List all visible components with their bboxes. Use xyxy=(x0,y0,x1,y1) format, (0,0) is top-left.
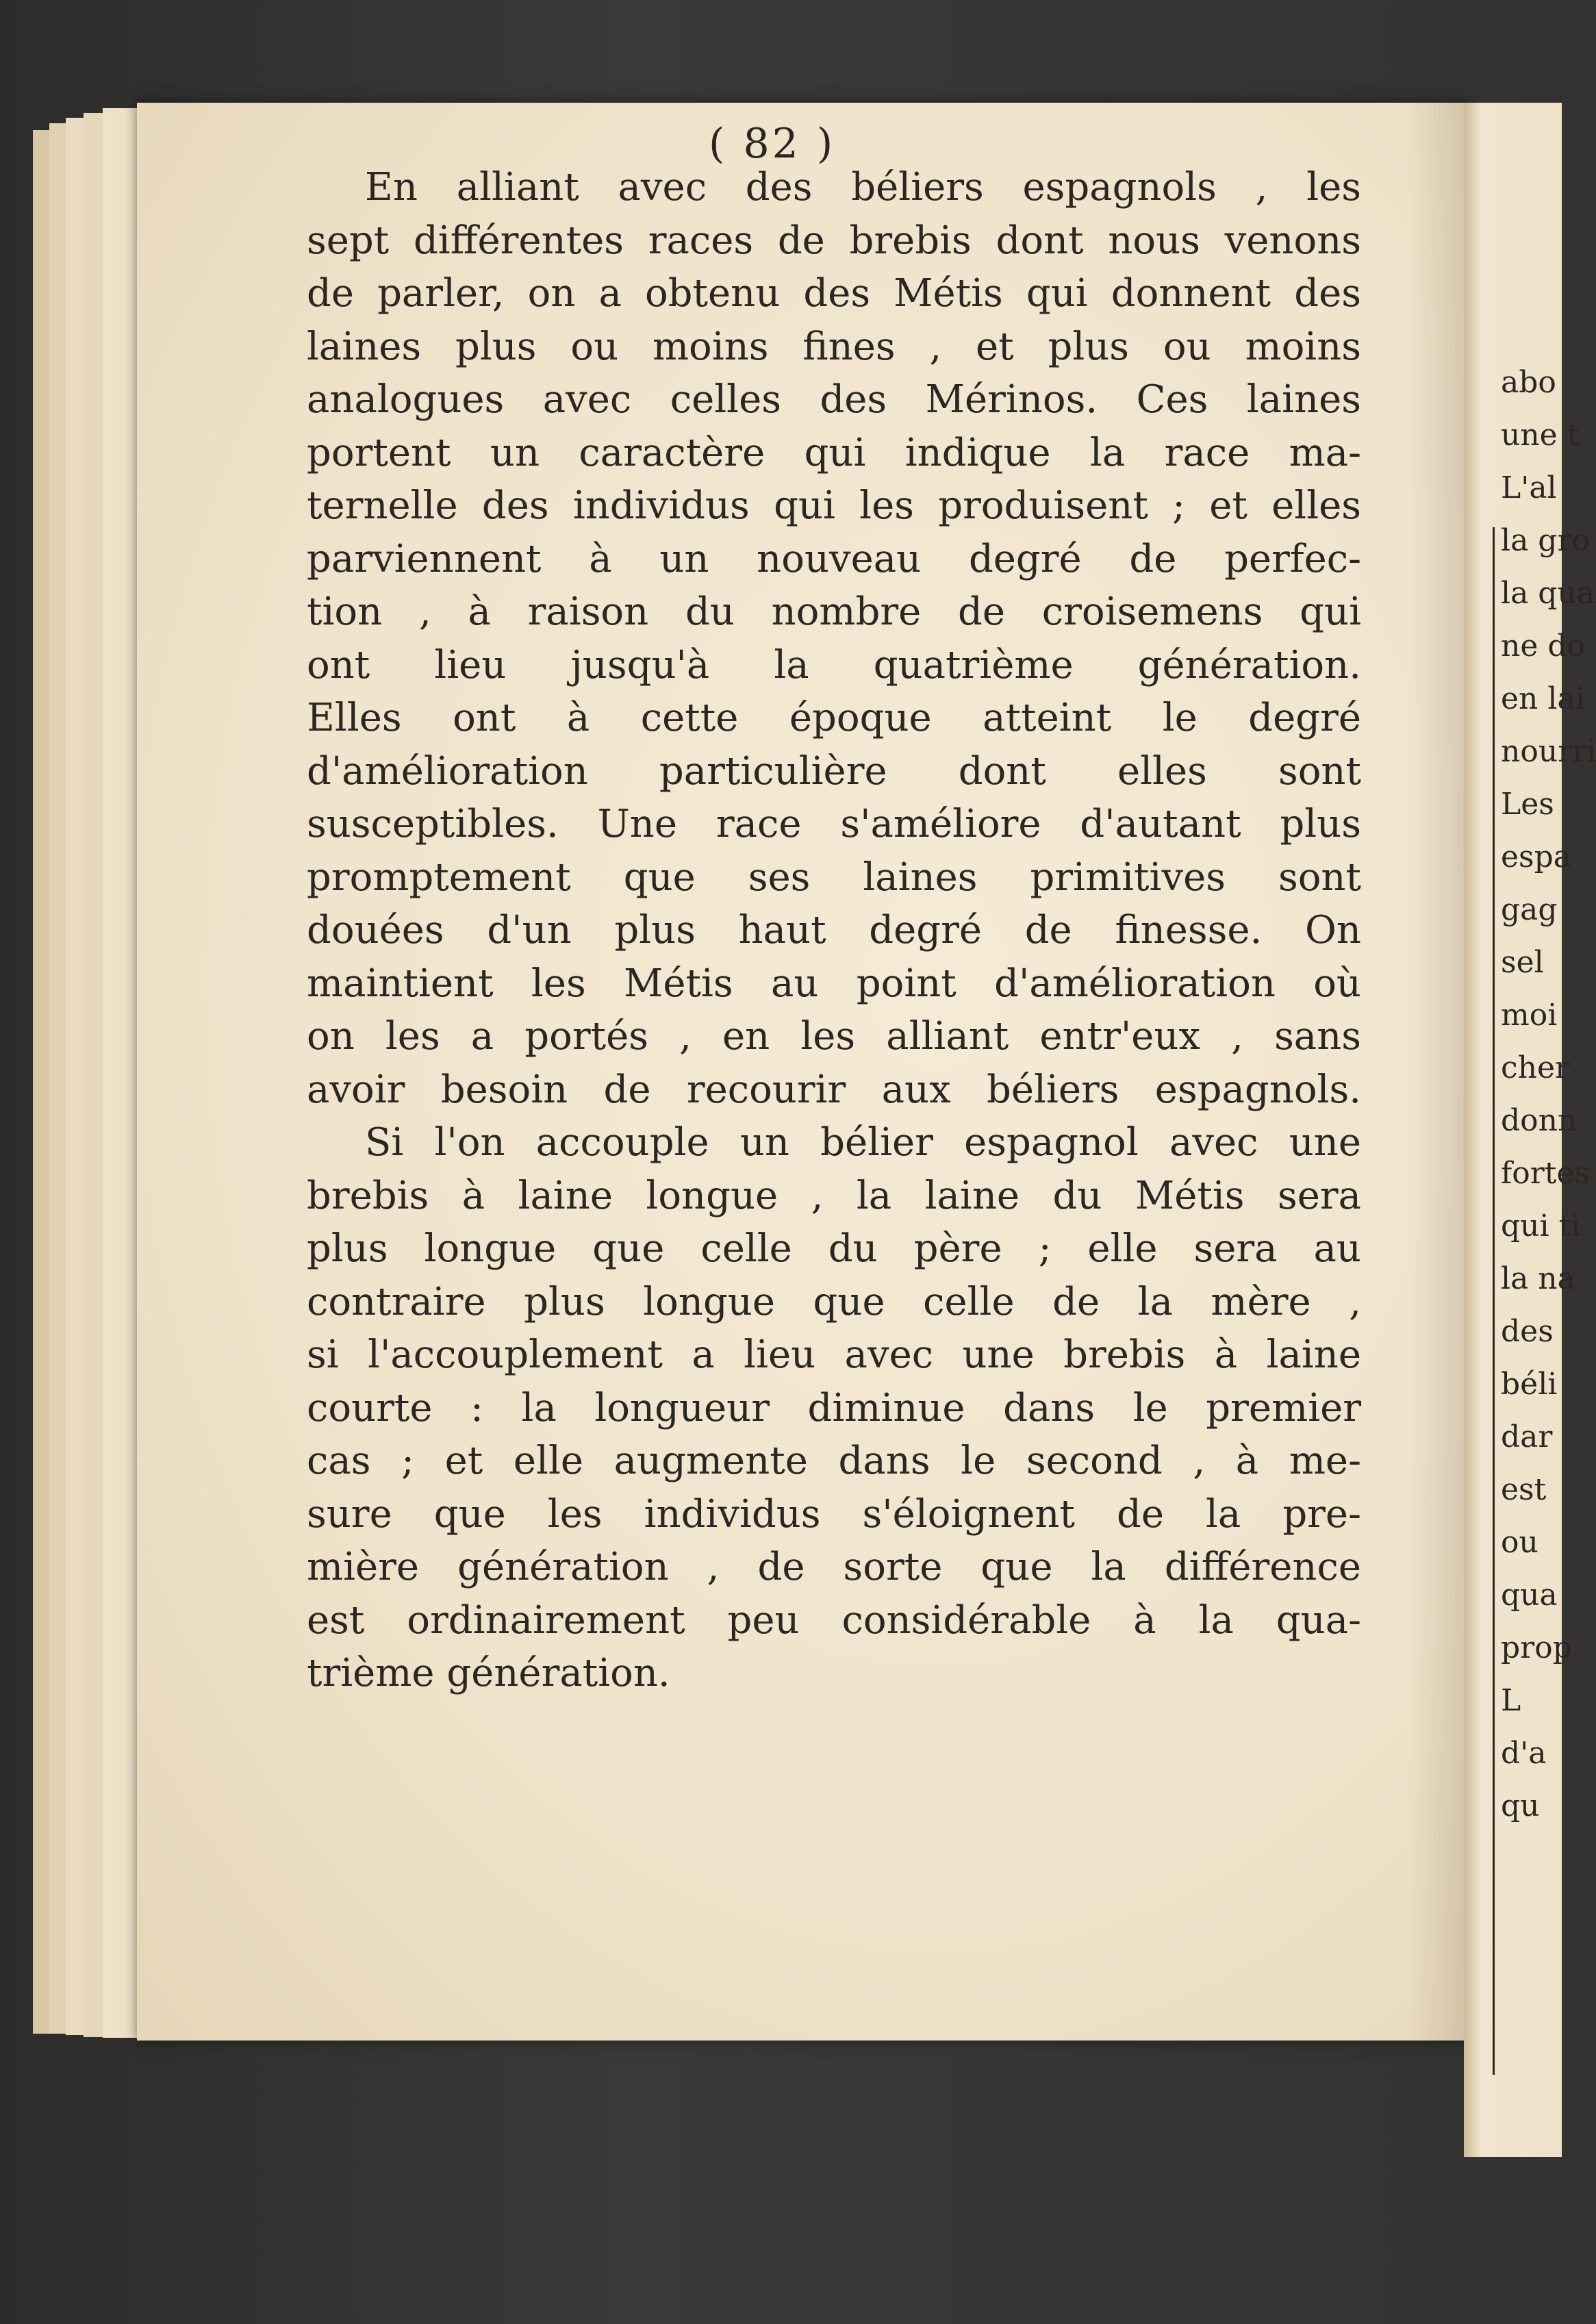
text-line: on les a portés , en les alliant entr'eux , sans xyxy=(307,1014,1361,1059)
text-line: portent un caractère qui indique la race ma- xyxy=(307,430,1361,475)
facing-fragment: sel xyxy=(1501,945,1544,980)
text-line: Si l'on accouple un bélier espagnol avec une xyxy=(365,1120,1361,1165)
facing-fragment: L'al xyxy=(1501,470,1557,505)
text-line: cas ; et elle augmente dans le second , à me- xyxy=(307,1439,1361,1483)
text-line: contraire plus longue que celle de la mère , xyxy=(307,1279,1361,1324)
facing-fragment: gag xyxy=(1501,892,1558,927)
text-line: En alliant avec des béliers espagnols , les xyxy=(365,165,1361,210)
text-line: si l'accouplement a lieu avec une brebis à laine xyxy=(307,1332,1361,1377)
text-line: avoir besoin de recourir aux béliers espagnols. xyxy=(307,1067,1361,1112)
facing-page-text xyxy=(1501,356,1596,1832)
text-line: laines plus ou moins fines , et plus ou moins xyxy=(307,324,1361,369)
text-line: douées d'un plus haut degré de finesse. On xyxy=(307,908,1361,952)
facing-fragment: des xyxy=(1501,1314,1554,1349)
facing-fragment: qu xyxy=(1501,1789,1540,1823)
facing-fragment: ou xyxy=(1501,1525,1538,1560)
text-line: susceptibles. Une race s'améliore d'autant plus xyxy=(307,802,1361,846)
facing-fragment: en lai xyxy=(1501,681,1585,716)
gutter-shadow xyxy=(1407,103,1469,2041)
facing-fragment: est xyxy=(1501,1472,1547,1507)
facing-page-margin-rule xyxy=(1493,527,1495,2075)
facing-fragment: abo xyxy=(1501,365,1556,400)
facing-fragment: la qua xyxy=(1501,576,1595,611)
text-line: sure que les individus s'éloignent de la pre- xyxy=(307,1491,1361,1537)
facing-fragment: qui ti xyxy=(1501,1209,1581,1243)
facing-fragment: Les xyxy=(1501,787,1554,822)
text-line: est ordinairement peu considérable à la qua- xyxy=(307,1597,1361,1643)
facing-fragment: espa xyxy=(1501,839,1572,874)
text-line: promptement que ses laines primitives sont xyxy=(307,855,1361,900)
facing-fragment: nourri xyxy=(1501,734,1596,769)
text-line: tion , à raison du nombre de croisemens qui xyxy=(307,590,1361,634)
facing-fragment: la gro xyxy=(1501,523,1590,558)
facing-fragment: une t xyxy=(1501,418,1580,453)
text-line: trième génération. xyxy=(307,1651,670,1695)
text-line: d'amélioration particulière dont elles sont xyxy=(307,748,1361,794)
text-line: Elles ont à cette époque atteint le degré xyxy=(307,696,1361,740)
page-number: ( 82 ) xyxy=(709,120,836,168)
text-line: courte : la longueur diminue dans le premier xyxy=(307,1385,1361,1430)
facing-fragment: ne do xyxy=(1501,629,1586,664)
text-line: brebis à laine longue , la laine du Métis sera xyxy=(307,1173,1361,1218)
text-line: parviennent à un nouveau degré de perfec- xyxy=(307,536,1361,581)
facing-fragment: donn xyxy=(1501,1103,1578,1138)
facing-fragment: cher xyxy=(1501,1050,1570,1085)
text-line: maintient les Métis au point d'amélioration où xyxy=(307,961,1361,1006)
facing-fragment: fortes xyxy=(1501,1156,1591,1191)
facing-fragment: qua xyxy=(1501,1578,1558,1613)
facing-fragment: prop xyxy=(1501,1630,1572,1665)
body-text xyxy=(307,161,1361,1700)
facing-fragment: la na xyxy=(1501,1261,1575,1296)
facing-fragment: dar xyxy=(1501,1419,1553,1454)
text-line: de parler, on a obtenu des Métis qui donnent des xyxy=(307,271,1361,316)
text-line: ternelle des individus qui les produisent ; et elles xyxy=(307,483,1361,528)
facing-fragment: moi xyxy=(1501,998,1558,1033)
facing-fragment: béli xyxy=(1501,1367,1558,1402)
text-line: analogues avec celles des Mérinos. Ces laines xyxy=(307,377,1361,422)
facing-fragment: L xyxy=(1501,1683,1521,1718)
text-line: sept différentes races de brebis dont nous venons xyxy=(307,218,1361,263)
text-line: ont lieu jusqu'à la quatrième génération. xyxy=(307,642,1361,687)
facing-fragment: d'a xyxy=(1501,1736,1547,1771)
text-line: plus longue que celle du père ; elle sera au xyxy=(307,1226,1361,1271)
text-line: mière génération , de sorte que la différence xyxy=(307,1545,1361,1589)
